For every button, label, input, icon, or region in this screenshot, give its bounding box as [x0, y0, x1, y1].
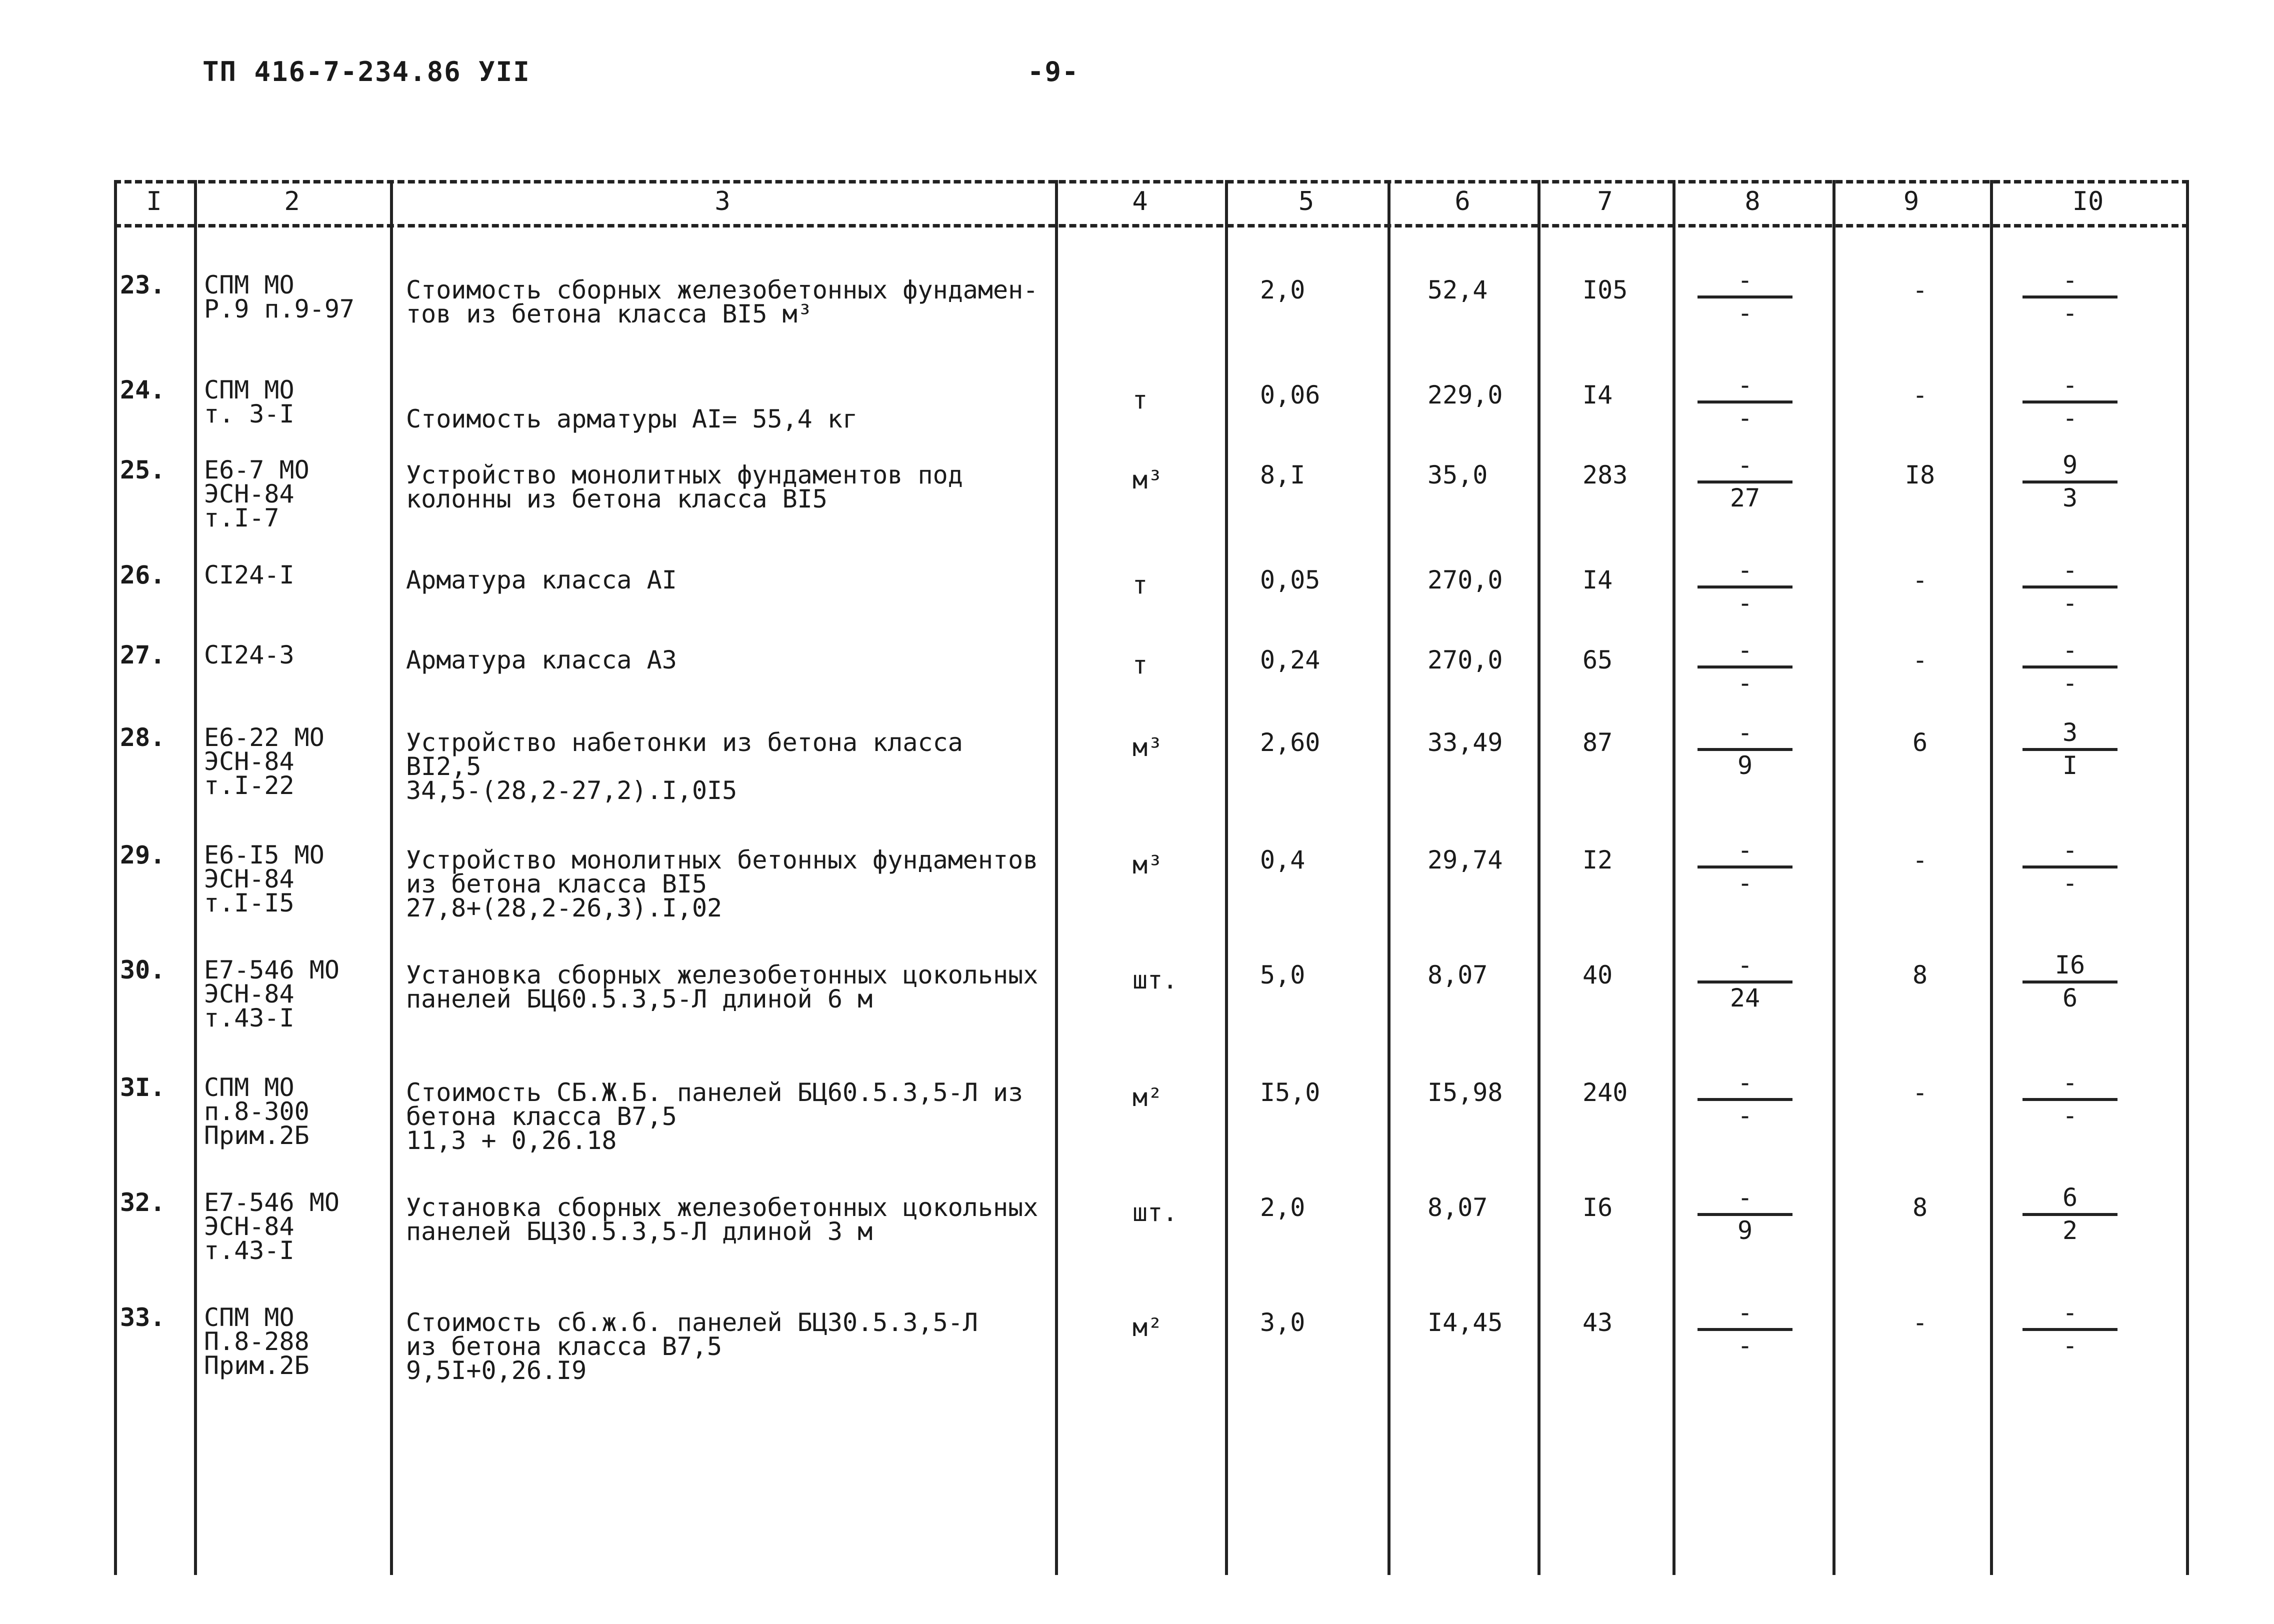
row-number: 3I.: [120, 1073, 166, 1102]
col-divider: [114, 180, 117, 1575]
fraction-numerator: -: [1737, 266, 1753, 294]
fraction-denominator: 3: [2062, 484, 2078, 512]
col-divider: [1832, 180, 1836, 1575]
total: I4: [1582, 566, 1613, 594]
column-header: I: [146, 186, 162, 216]
fraction-denominator: I: [2062, 751, 2078, 780]
unit-price: 52,4: [1428, 276, 1488, 304]
column-header: 2: [284, 186, 300, 216]
fraction-col-8: [1698, 720, 1792, 779]
fraction-col-8: [1698, 372, 1792, 432]
code-line: ЭСН-84: [204, 1212, 294, 1241]
description-line: панелей БЦ30.5.3,5-Л длиной 3 м: [406, 1217, 873, 1246]
unit: м³: [1132, 466, 1163, 494]
code-line: т.I-I5: [204, 888, 294, 918]
row-number: 29.: [120, 840, 166, 870]
description-line: Стоимость арматуры AI= 55,4 кг: [406, 404, 858, 434]
fraction-denominator: -: [2062, 298, 2078, 328]
description-line: Арматура класса AI: [406, 566, 677, 594]
code-line: Прим.2Б: [204, 1121, 310, 1150]
unit: шт.: [1132, 1198, 1178, 1227]
quantity: 5,0: [1260, 960, 1306, 990]
column-header: 7: [1597, 186, 1613, 216]
description-line: 34,5-(28,2-27,2).I,0I5: [406, 776, 738, 805]
fraction-denominator: -: [1737, 588, 1753, 618]
quantity: I5,0: [1260, 1078, 1320, 1107]
description-line: Стоимость СБ.Ж.Б. панелей БЦ60.5.3,5-Л из: [406, 1078, 1024, 1107]
fraction-col-10: [2022, 1185, 2118, 1244]
col-divider: [2186, 180, 2189, 1575]
column-header: 3: [714, 186, 730, 216]
fraction-col-10: [2022, 838, 2118, 896]
unit: т: [1132, 650, 1148, 680]
table-top-border: [114, 180, 2189, 184]
row-number: 24.: [120, 376, 166, 404]
row-number: 28.: [120, 723, 166, 752]
column-9-value: -: [1912, 566, 1928, 594]
column-header: I0: [2072, 186, 2104, 216]
quantity: 0,05: [1260, 566, 1320, 594]
code-line: Прим.2Б: [204, 1351, 310, 1380]
column-9-value: 8: [1912, 960, 1928, 990]
fraction-denominator: -: [1737, 1331, 1753, 1360]
col-divider: [1055, 180, 1058, 1575]
fraction-col-10: [2022, 1070, 2118, 1129]
column-9-value: -: [1912, 846, 1928, 874]
fraction-col-8: [1698, 1185, 1792, 1244]
col-divider: [1388, 180, 1390, 1575]
description-line: Устройство монолитных фундаментов под: [406, 460, 963, 490]
quantity: 2,0: [1260, 276, 1306, 304]
column-header: 4: [1132, 186, 1148, 216]
page-number: -9-: [1028, 56, 1080, 88]
description-line: Стоимость сб.ж.б. панелей БЦ30.5.3,5-Л: [406, 1308, 978, 1337]
total: 65: [1582, 646, 1613, 674]
fraction-numerator: 6: [2062, 1183, 2078, 1212]
code-line: ЭСН-84: [204, 747, 294, 776]
description-line: 27,8+(28,2-26,3).I,02: [406, 894, 722, 922]
fraction-numerator: -: [2062, 556, 2078, 584]
fraction-col-10: [2022, 952, 2118, 1012]
fraction-numerator: -: [1737, 370, 1753, 400]
unit-price: 8,07: [1428, 960, 1488, 990]
fraction-col-10: [2022, 372, 2118, 432]
column-header: 5: [1298, 186, 1314, 216]
fraction-numerator: -: [1737, 636, 1753, 664]
fraction-numerator: -: [1737, 450, 1753, 480]
col-divider: [194, 180, 197, 1575]
column-header: 8: [1744, 186, 1760, 216]
quantity: 2,0: [1260, 1193, 1306, 1222]
unit-price: 33,49: [1428, 728, 1503, 757]
code-line: СПМ МО: [204, 1073, 294, 1102]
quantity: 0,06: [1260, 380, 1320, 410]
unit-price: 270,0: [1428, 566, 1503, 594]
fraction-numerator: -: [2062, 1298, 2078, 1327]
quantity: 8,I: [1260, 460, 1306, 490]
fraction-col-8: [1698, 638, 1792, 696]
unit-price: I5,98: [1428, 1078, 1503, 1107]
description-line: тов из бетона класса BI5 м³: [406, 300, 812, 328]
row-number: 26.: [120, 560, 166, 590]
description-line: Устройство набетонки из бетона класса: [406, 728, 963, 757]
fraction-denominator: 9: [1737, 1216, 1753, 1245]
code-line: CI24-3: [204, 640, 294, 670]
fraction-col-10: [2022, 558, 2118, 616]
total: 87: [1582, 728, 1613, 757]
fraction-col-8: [1698, 268, 1792, 326]
fraction-denominator: -: [1737, 404, 1753, 432]
fraction-numerator: -: [2062, 636, 2078, 664]
description-line: Стоимость сборных железобетонных фундамен-: [406, 276, 1038, 304]
unit: м²: [1132, 1313, 1163, 1342]
description-line: Установка сборных железобетонных цокольных: [406, 960, 1038, 990]
fraction-col-10: [2022, 268, 2118, 326]
code-line: п.8-300: [204, 1097, 310, 1126]
row-number: 27.: [120, 640, 166, 670]
code-line: ЭСН-84: [204, 980, 294, 1008]
quantity: 0,4: [1260, 846, 1306, 874]
row-number: 30.: [120, 956, 166, 984]
fraction-numerator: -: [1737, 1183, 1753, 1212]
unit-price: 229,0: [1428, 380, 1503, 410]
total: 283: [1582, 460, 1628, 490]
fraction-col-10: [2022, 452, 2118, 512]
header-bottom-border: [114, 224, 2189, 228]
fraction-denominator: 2: [2062, 1216, 2078, 1245]
fraction-col-8: [1698, 838, 1792, 896]
unit-price: 8,07: [1428, 1193, 1488, 1222]
column-header: 6: [1454, 186, 1470, 216]
column-9-value: -: [1912, 1078, 1928, 1107]
column-9-value: -: [1912, 276, 1928, 304]
fraction-numerator: 9: [2062, 450, 2078, 480]
col-divider: [1225, 180, 1228, 1575]
fraction-denominator: -: [1737, 868, 1753, 898]
total: I4: [1582, 380, 1613, 410]
fraction-denominator: -: [2062, 1331, 2078, 1360]
unit: м³: [1132, 733, 1163, 762]
code-line: Е6-22 МО: [204, 723, 324, 752]
fraction-numerator: -: [2062, 370, 2078, 400]
row-number: 23.: [120, 270, 166, 300]
quantity: 0,24: [1260, 646, 1320, 674]
unit: м²: [1132, 1083, 1163, 1112]
description-line: из бетона класса BI5: [406, 870, 708, 898]
unit: т: [1132, 570, 1148, 600]
description-line: панелей БЦ60.5.3,5-Л длиной 6 м: [406, 984, 873, 1014]
code-line: Е7-546 МО: [204, 956, 340, 984]
column-9-value: 6: [1912, 728, 1928, 757]
unit-price: 29,74: [1428, 846, 1503, 874]
fraction-numerator: 3: [2062, 718, 2078, 747]
total: 40: [1582, 960, 1613, 990]
code-line: т.43-I: [204, 1236, 294, 1265]
code-line: ЭСН-84: [204, 864, 294, 894]
fraction-numerator: -: [2062, 836, 2078, 864]
col-divider: [1672, 180, 1676, 1575]
fraction-col-10: [2022, 720, 2118, 779]
code-line: ЭСН-84: [204, 480, 294, 508]
description-line: бетона класса В7,5: [406, 1102, 677, 1131]
col-divider: [1538, 180, 1540, 1575]
code-line: CI24-I: [204, 560, 294, 590]
description-line: BI2,5: [406, 752, 482, 781]
total: 43: [1582, 1308, 1613, 1337]
code-line: т.I-7: [204, 504, 280, 532]
fraction-denominator: -: [1737, 298, 1753, 328]
quantity: 3,0: [1260, 1308, 1306, 1337]
code-line: П.8-288: [204, 1327, 310, 1356]
fraction-denominator: -: [2062, 668, 2078, 698]
fraction-denominator: 27: [1730, 484, 1760, 512]
unit-price: 35,0: [1428, 460, 1488, 490]
fraction-col-8: [1698, 558, 1792, 616]
code-line: СПМ МО: [204, 270, 294, 300]
fraction-denominator: -: [2062, 1101, 2078, 1130]
column-9-value: 8: [1912, 1193, 1928, 1222]
description-line: Арматура класса А3: [406, 646, 677, 674]
code-line: Е6-7 МО: [204, 456, 310, 484]
fraction-numerator: -: [1737, 556, 1753, 584]
fraction-numerator: -: [1737, 836, 1753, 864]
fraction-col-8: [1698, 452, 1792, 512]
total: 240: [1582, 1078, 1628, 1107]
column-9-value: -: [1912, 1308, 1928, 1337]
fraction-col-8: [1698, 1300, 1792, 1359]
fraction-denominator: -: [2062, 404, 2078, 432]
code-line: т. 3-I: [204, 400, 294, 428]
code-line: СПМ МО: [204, 376, 294, 404]
row-number: 32.: [120, 1188, 166, 1217]
fraction-col-8: [1698, 1070, 1792, 1129]
document-code: ТП 416-7-234.86 УII: [202, 56, 530, 88]
fraction-numerator: -: [1737, 950, 1753, 980]
column-9-value: I8: [1904, 460, 1936, 490]
description-line: 11,3 + 0,26.18: [406, 1126, 617, 1155]
col-divider: [1990, 180, 1993, 1575]
fraction-col-10: [2022, 638, 2118, 696]
code-line: т.43-I: [204, 1004, 294, 1032]
fraction-denominator: -: [2062, 588, 2078, 618]
total: I2: [1582, 846, 1613, 874]
column-9-value: -: [1912, 380, 1928, 410]
fraction-denominator: 6: [2062, 984, 2078, 1012]
unit-price: I4,45: [1428, 1308, 1503, 1337]
unit: т: [1132, 386, 1148, 414]
fraction-denominator: -: [1737, 1101, 1753, 1130]
code-line: Е6-I5 МО: [204, 840, 324, 870]
code-line: Е7-546 МО: [204, 1188, 340, 1217]
row-number: 33.: [120, 1303, 166, 1332]
quantity: 2,60: [1260, 728, 1320, 757]
row-number: 25.: [120, 456, 166, 484]
fraction-numerator: -: [2062, 1068, 2078, 1097]
fraction-numerator: -: [1737, 1068, 1753, 1097]
column-9-value: -: [1912, 646, 1928, 674]
unit: шт.: [1132, 966, 1178, 994]
description-line: Устройство монолитных бетонных фундаментов: [406, 846, 1038, 874]
fraction-numerator: -: [2062, 266, 2078, 294]
unit: м³: [1132, 850, 1163, 880]
description-line: Установка сборных железобетонных цокольных: [406, 1193, 1038, 1222]
description-line: 9,5I+0,26.I9: [406, 1356, 587, 1385]
code-line: СПМ МО: [204, 1303, 294, 1332]
code-line: т.I-22: [204, 771, 294, 800]
unit-price: 270,0: [1428, 646, 1503, 674]
fraction-denominator: -: [1737, 668, 1753, 698]
fraction-denominator: 24: [1730, 984, 1760, 1012]
fraction-col-10: [2022, 1300, 2118, 1359]
column-header: 9: [1903, 186, 1920, 216]
col-divider: [390, 180, 393, 1575]
fraction-numerator: -: [1737, 1298, 1753, 1327]
fraction-denominator: -: [2062, 868, 2078, 898]
total: I6: [1582, 1193, 1613, 1222]
description-line: из бетона класса В7,5: [406, 1332, 722, 1361]
total: I05: [1582, 276, 1628, 304]
code-line: Р.9 п.9-97: [204, 294, 355, 324]
description-line: колонны из бетона класса BI5: [406, 484, 828, 514]
fraction-denominator: 9: [1737, 751, 1753, 780]
fraction-numerator: -: [1737, 718, 1753, 747]
fraction-col-8: [1698, 952, 1792, 1012]
fraction-numerator: I6: [2054, 950, 2086, 980]
